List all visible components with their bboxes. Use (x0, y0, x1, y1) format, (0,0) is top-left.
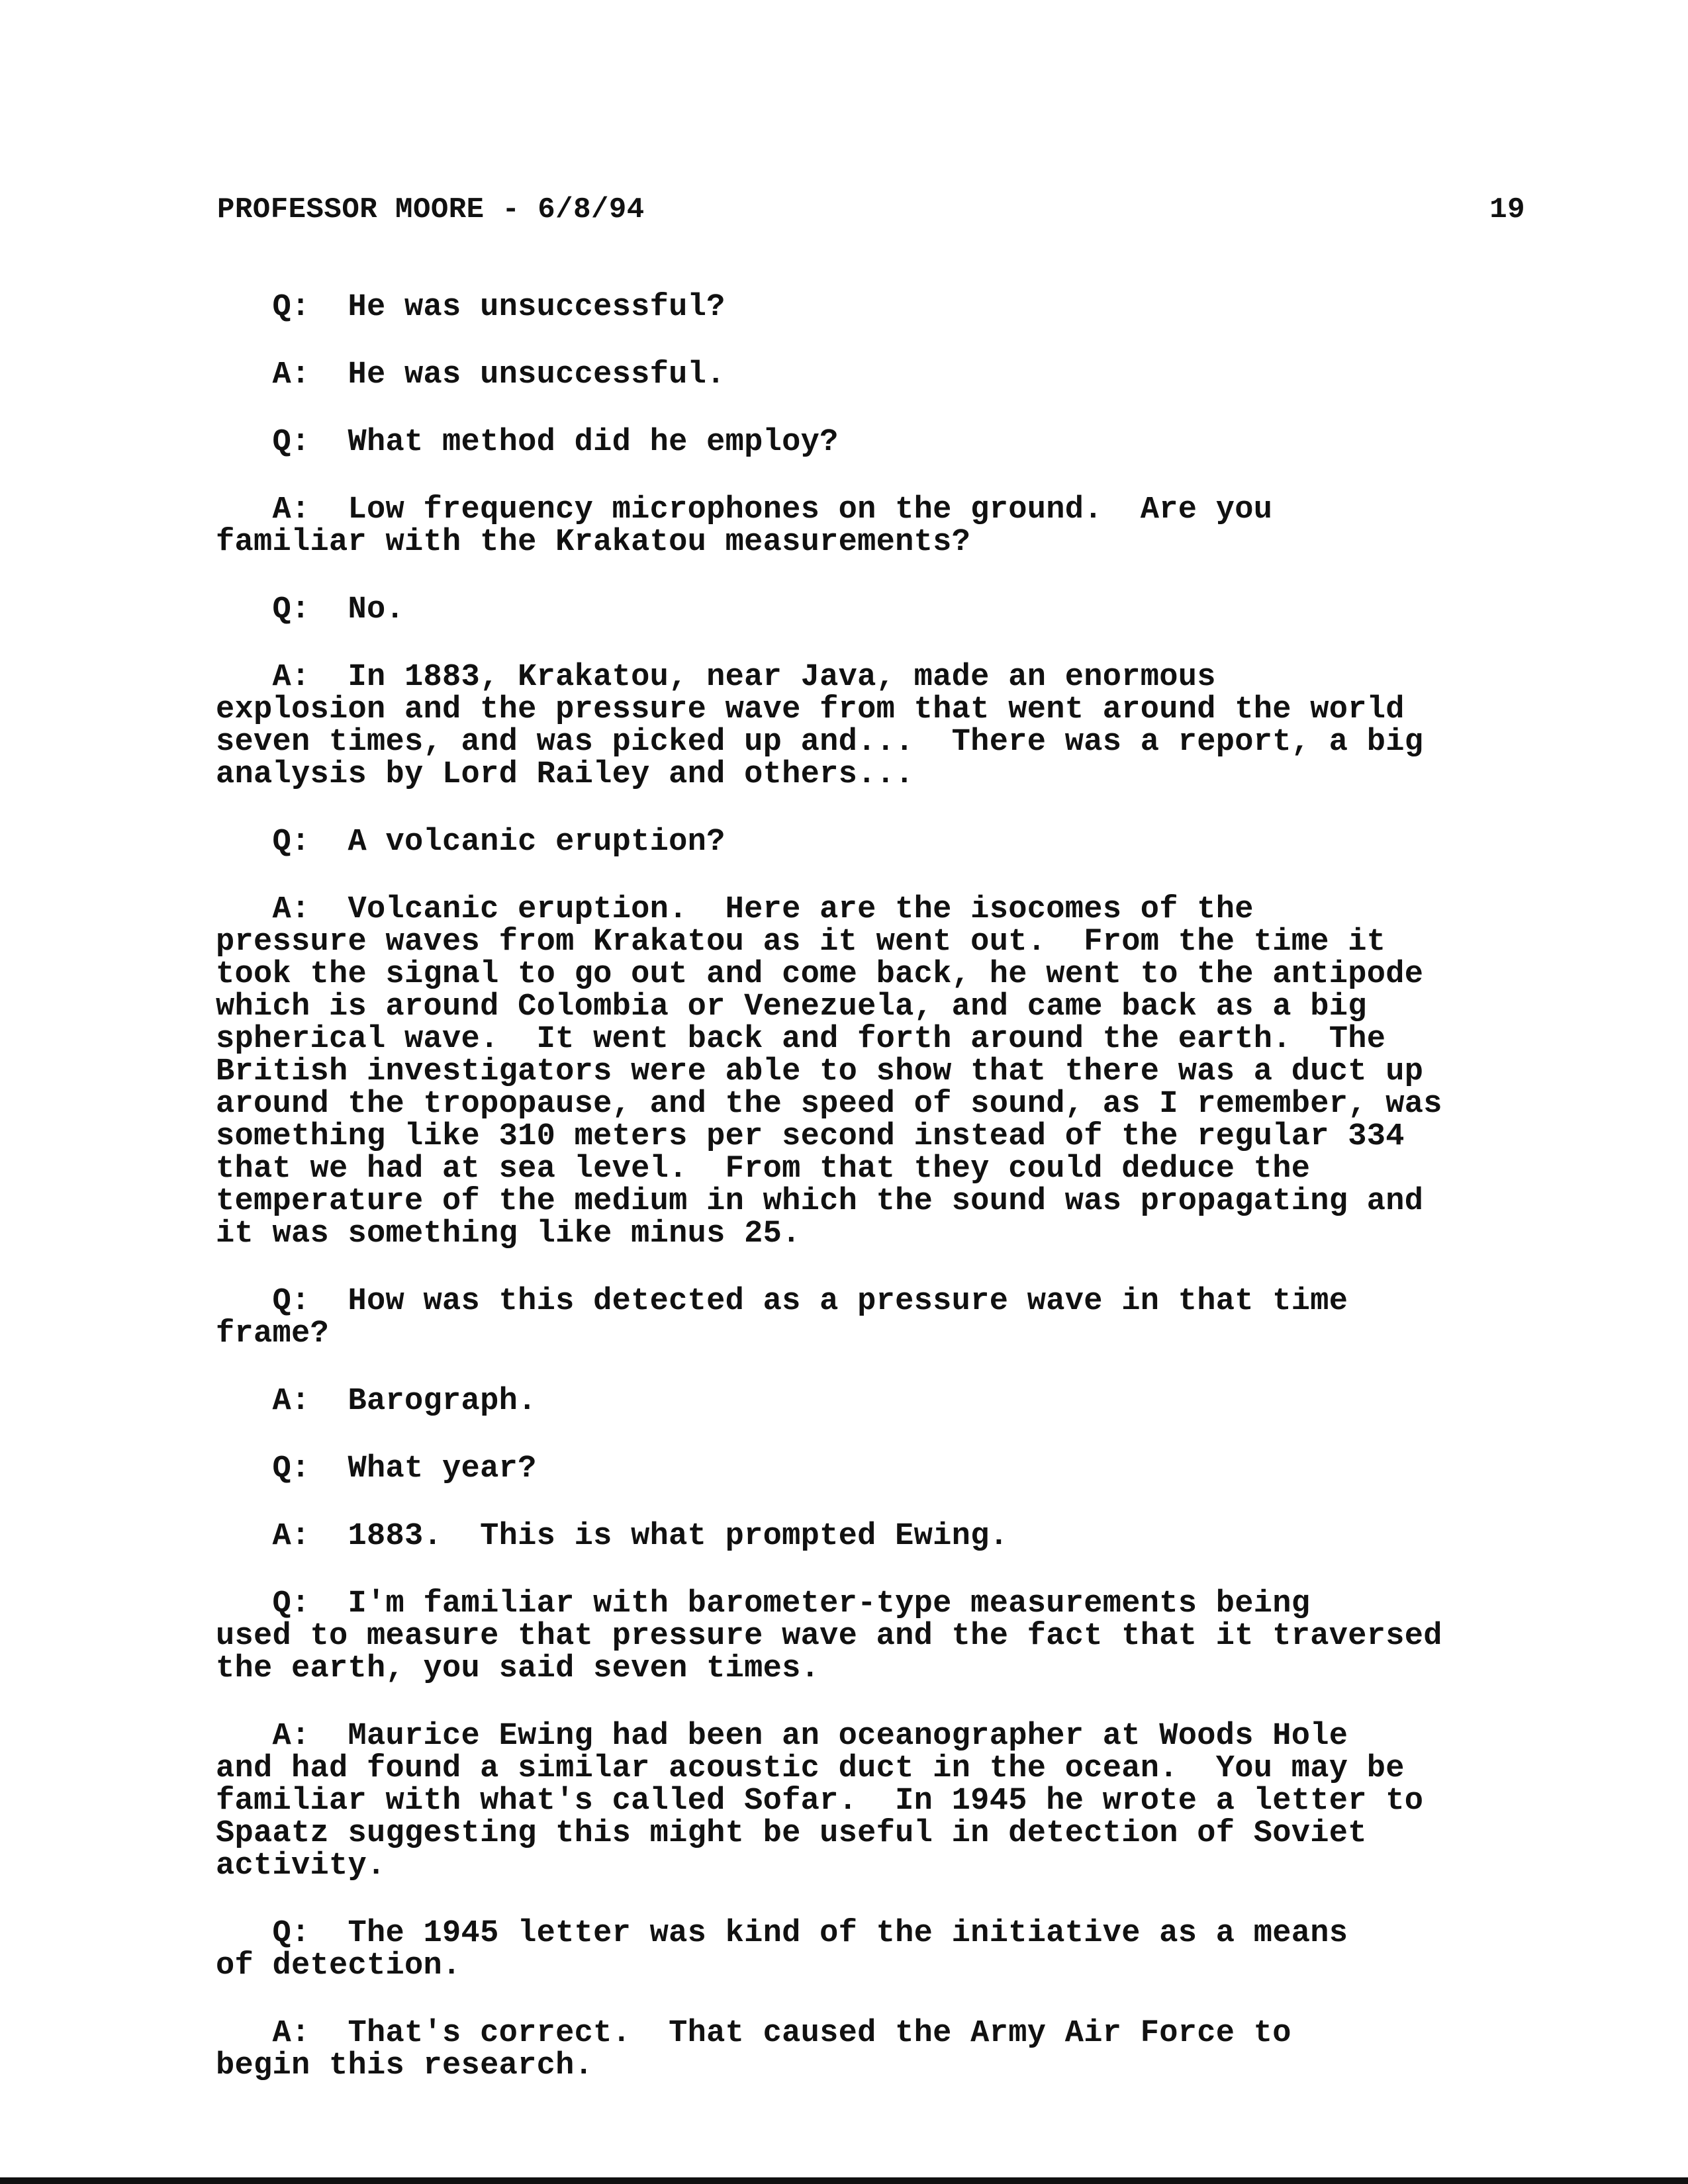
transcript-line: used to measure that pressure wave and the fact that it traversed (216, 1619, 1442, 1654)
transcript-paragraph (216, 661, 1540, 791)
transcript-paragraph (216, 291, 1540, 324)
transcript-line: Q: How was this detected as a pressure wave in that time (216, 1284, 1348, 1319)
transcript-paragraph (216, 594, 1540, 626)
transcript-line: A: Maurice Ewing had been an oceanographer at Woods Hole (216, 1719, 1348, 1754)
transcript-paragraph (216, 1285, 1540, 1350)
transcript-paragraph (216, 1385, 1540, 1418)
transcript-line: A: He was unsuccessful. (216, 357, 726, 392)
transcript-paragraph (216, 2017, 1540, 2082)
transcript-line: Q: I'm familiar with barometer-type measurements being (216, 1586, 1311, 1621)
transcript-line: Q: What year? (216, 1451, 537, 1486)
header-title: PROFESSOR MOORE - 6/8/94 (217, 193, 645, 226)
transcript-line: familiar with what's called Sofar. In 1945 he wrote a letter to (216, 1784, 1424, 1819)
transcript-line: explosion and the pressure wave from that went around the world (216, 692, 1405, 727)
transcript-line: temperature of the medium in which the sound was propagating and (216, 1184, 1424, 1219)
transcript-paragraph (216, 426, 1540, 459)
transcript-paragraph (216, 494, 1540, 559)
transcript-line: which is around Colombia or Venezuela, and came back as a big (216, 989, 1367, 1024)
transcript-line: A: 1883. This is what prompted Ewing. (216, 1519, 1009, 1554)
transcript-line: and had found a similar acoustic duct in the ocean. You may be (216, 1751, 1405, 1786)
page-header (217, 193, 1525, 226)
transcript-paragraph (216, 1453, 1540, 1485)
transcript-paragraph (216, 359, 1540, 391)
bottom-border (0, 2177, 1688, 2184)
transcript-line: A: In 1883, Krakatou, near Java, made an enormous (216, 660, 1216, 695)
transcript-line: around the tropopause, and the speed of sound, as I remember, was (216, 1087, 1442, 1122)
transcript-line: British investigators were able to show that there was a duct up (216, 1054, 1424, 1089)
transcript-paragraph (216, 1588, 1540, 1685)
transcript-line: of detection. (216, 1948, 461, 1983)
transcript-line: begin this research. (216, 2048, 594, 2083)
transcript-line: Q: The 1945 letter was kind of the initiative as a means (216, 1916, 1348, 1951)
transcript-paragraph (216, 826, 1540, 858)
transcript-line: it was something like minus 25. (216, 1216, 801, 1251)
transcript-line: seven times, and was picked up and... There was a report, a big (216, 725, 1424, 760)
transcript-line: Q: A volcanic eruption? (216, 825, 726, 860)
transcript-line: A: Volcanic eruption. Here are the isocomes of the (216, 892, 1254, 927)
transcript-line: analysis by Lord Railey and others... (216, 757, 914, 792)
transcript-line: the earth, you said seven times. (216, 1651, 820, 1686)
transcript-paragraph (216, 1917, 1540, 1982)
transcript-line: Q: What method did he employ? (216, 425, 839, 460)
transcript-line: familiar with the Krakatou measurements? (216, 525, 971, 560)
transcript-line: Q: No. (216, 592, 405, 627)
transcript-line: something like 310 meters per second instead of the regular 334 (216, 1119, 1405, 1154)
transcript-paragraph (216, 1720, 1540, 1882)
page-number: 19 (1489, 193, 1525, 226)
transcript-line: A: That's correct. That caused the Army Air Force to (216, 2016, 1291, 2051)
transcript-line: activity. (216, 1848, 386, 1884)
transcript-line: A: Barograph. (216, 1384, 537, 1419)
transcript-line: frame? (216, 1316, 330, 1351)
transcript-paragraph (216, 893, 1540, 1250)
transcript-line: pressure waves from Krakatou as it went out. From the time it (216, 925, 1386, 960)
transcript-line: Spaatz suggesting this might be useful in detection of Soviet (216, 1816, 1367, 1851)
transcript-line: Q: He was unsuccessful? (216, 290, 726, 325)
transcript-line: took the signal to go out and come back, he went to the antipode (216, 957, 1424, 992)
transcript-line: spherical wave. It went back and forth around the earth. The (216, 1022, 1386, 1057)
transcript-line: A: Low frequency microphones on the ground. Are you (216, 492, 1273, 527)
transcript-body (216, 291, 1540, 2117)
transcript-line: that we had at sea level. From that they could deduce the (216, 1152, 1311, 1187)
transcript-paragraph (216, 1520, 1540, 1553)
